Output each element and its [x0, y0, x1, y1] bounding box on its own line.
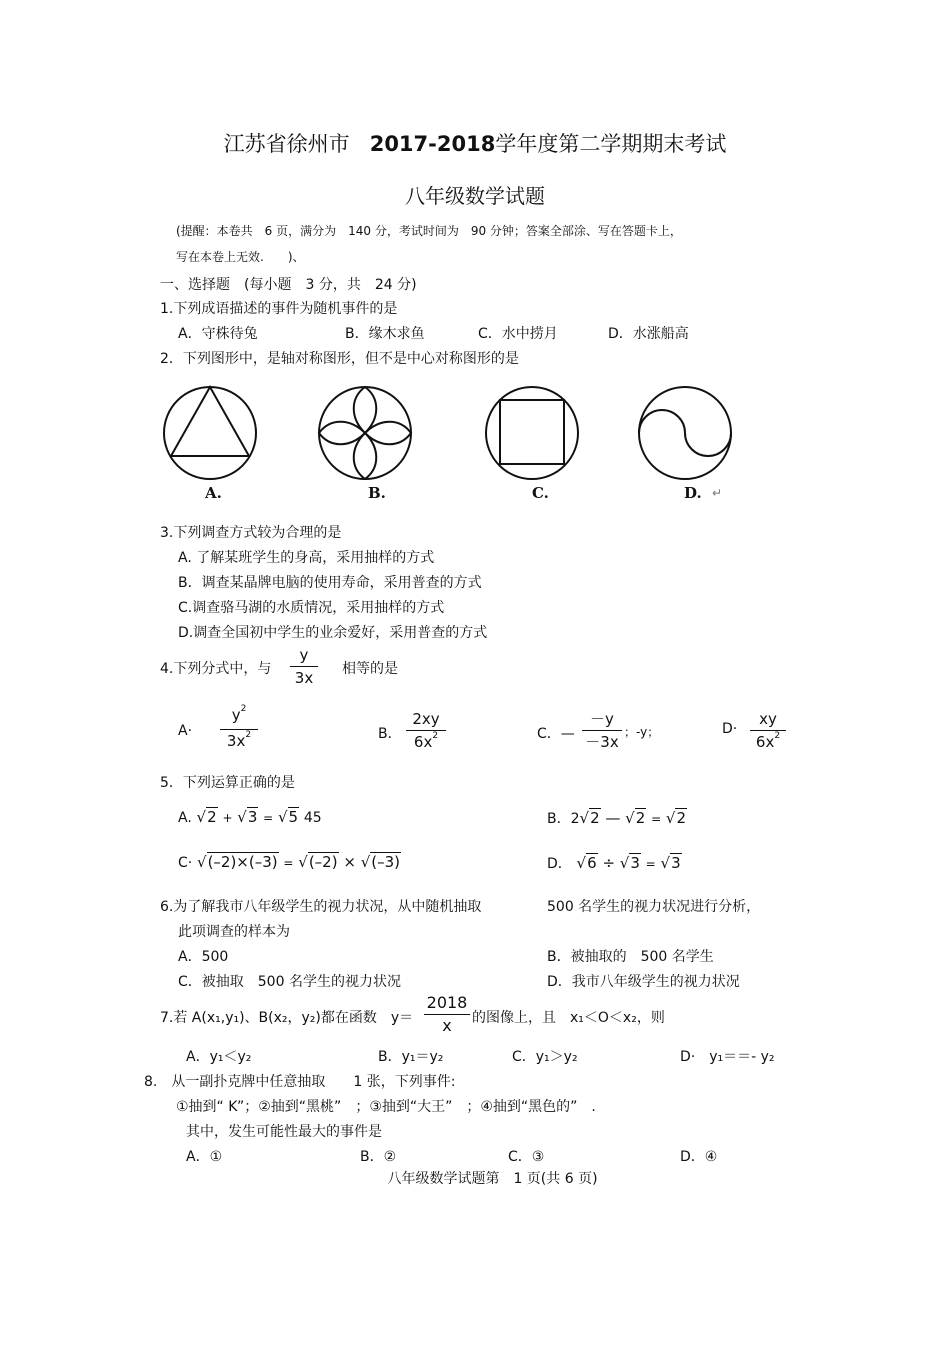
q3-option-c: C.调查骆马湖的水质情况，采用抽样的方式 — [178, 600, 445, 616]
q3-stem: 3.下列调查方式较为合理的是 — [160, 525, 342, 541]
q4-stem-b: 相等的是 — [342, 661, 398, 677]
exam-note-line1: (提醒：本卷共 6 页，满分为 140 分，考试时间为 90 分钟；答案全部涂、写在答题卡上， — [176, 224, 682, 238]
q4-main-fraction — [290, 646, 318, 687]
q1-option-d: D．水涨船高 — [608, 326, 689, 342]
q4-option-c-label: C．— — [537, 726, 575, 742]
q1-stem: 1.下列成语描述的事件为随机事件的是 — [160, 301, 398, 317]
return-mark: ↵ — [712, 486, 723, 500]
q7-frac-denominator: x — [442, 1016, 452, 1035]
q2-label-d: D. — [684, 484, 702, 502]
exam-note-line2: 写在本卷上无效. )、 — [176, 250, 305, 264]
q5-d-label: D． — [547, 856, 572, 872]
q5-b-minus: — — [605, 809, 621, 827]
q6-option-a: A．500 — [178, 949, 229, 965]
exam-title — [0, 128, 950, 158]
q5-option-c: C· √(–2)×(–3) = √(–2) × √(–3) — [178, 853, 400, 871]
q2-figures — [150, 378, 770, 508]
q7-option-b: B．y₁＝y₂ — [378, 1049, 444, 1065]
q4-b-den-exp: 2 — [432, 731, 439, 741]
q4-b-den: 6x — [413, 733, 433, 751]
figure-c-circle-square — [486, 387, 578, 479]
q6-option-d: D．我市八年级学生的视力状况 — [547, 974, 740, 990]
q5-c-root2: (–2) — [308, 853, 338, 871]
q4-a-num-exp: 2 — [240, 704, 247, 714]
q2-label-c: C. — [532, 484, 549, 502]
q5-d-eq: = — [645, 857, 656, 871]
q7-fraction — [424, 994, 470, 1035]
q3-option-d: D.调查全国初中学生的业余爱好，采用普查的方式 — [178, 625, 488, 641]
q1-option-a: A．守株待兔 — [178, 326, 258, 342]
q5-a-tail: 45 — [303, 810, 322, 826]
q5-c-root3: (–3) — [371, 853, 400, 871]
section-heading: 一、选择题 (每小题 3 分，共 24 分) — [160, 277, 417, 293]
q6-stem-b: 500 名学生的视力状况进行分析， — [547, 899, 761, 915]
q7-stem-a: 7.若 A(x₁,y₁)、B(x₂，y₂)都在函数 y＝ — [160, 1010, 414, 1026]
q5-a-label: A. — [178, 810, 192, 826]
q4-a-num: y — [231, 706, 241, 724]
figure-d-circle-s-curve — [639, 387, 731, 479]
q5-option-a: A. √2 + √3 = √5 45 — [178, 808, 322, 826]
q4-option-d-fraction — [750, 710, 786, 754]
q5-c-times: × — [343, 853, 356, 871]
q7-stem-b: 的图像上，且 x₁＜O＜x₂，则 — [472, 1010, 665, 1026]
q7-option-c: C．y₁＞y₂ — [512, 1049, 578, 1065]
figure-b-circle-petals — [319, 387, 411, 479]
q5-b-root2: 2 — [635, 809, 646, 827]
q5-c-eq: = — [283, 856, 294, 870]
q5-d-root3: 3 — [671, 854, 681, 872]
q8-option-a: A．① — [186, 1149, 223, 1165]
q7-frac-numerator: 2018 — [426, 993, 468, 1012]
q6-option-c: C．被抽取 500 名学生的视力状况 — [178, 974, 401, 990]
q4-frac-numerator: y — [299, 646, 309, 664]
q5-d-divide: ÷ — [602, 854, 616, 872]
q4-d-den: 6x — [755, 733, 775, 751]
q5-stem: 5．下列运算正确的是 — [160, 775, 295, 791]
q4-option-c-fraction — [582, 710, 622, 751]
q5-d-root2: 3 — [630, 854, 640, 872]
title-year: 2017-2018 — [369, 132, 496, 156]
q5-a-plus: + — [222, 811, 233, 825]
q8-stem: 8. 从一副扑克牌中任意抽取 1 张，下列事件: — [144, 1074, 456, 1090]
q4-a-den-exp: 2 — [245, 730, 252, 740]
q3-option-b: B．调查某晶牌电脑的使用寿命，采用普查的方式 — [178, 575, 482, 591]
q5-b-label: B．2 — [547, 811, 580, 827]
q8-option-d: D．④ — [680, 1149, 718, 1165]
q6-option-b: B．被抽取的 500 名学生 — [547, 949, 714, 965]
q3-option-a: A. 了解某班学生的身高，采用抽样的方式 — [178, 550, 435, 566]
q4-option-a-label: A· — [178, 723, 193, 739]
q8-option-c: C．③ — [508, 1149, 545, 1165]
q1-option-b: B．缘木求鱼 — [345, 326, 425, 342]
q5-b-root3: 2 — [676, 809, 686, 827]
q4-d-num: xy — [759, 710, 777, 728]
q5-b-root1: 2 — [590, 809, 600, 827]
q1-option-c: C．水中捞月 — [478, 326, 558, 342]
exam-subtitle: 八年级数学试题 — [405, 184, 545, 208]
q7-option-a: A．y₁＜y₂ — [186, 1049, 252, 1065]
q4-option-b-fraction — [406, 710, 446, 754]
q4-option-c-tail: ；-y； — [624, 725, 660, 739]
page-footer: 八年级数学试题第 1 页(共 6 页) — [387, 1171, 598, 1187]
q4-b-num: 2xy — [412, 710, 440, 728]
q5-d-root1: 6 — [587, 854, 597, 872]
q5-option-b: B．2√2 — √2 = √2 — [547, 809, 686, 827]
q5-a-root2: 3 — [247, 808, 258, 826]
q2-label-b: B. — [368, 484, 386, 502]
q5-option-d: D． √6 ÷ √3 = √3 — [547, 854, 681, 872]
q4-c-den: －3x — [585, 733, 619, 751]
q4-d-den-exp: 2 — [774, 731, 781, 741]
q7-option-d: D· y₁＝＝- y₂ — [680, 1049, 775, 1065]
q2-stem: 2．下列图形中，是轴对称图形，但不是中心对称图形的是 — [160, 351, 519, 367]
q8-events: ①抽到“ K”；②抽到“黑桃” ；③抽到“大王” ；④抽到“黑色的” . — [176, 1099, 596, 1115]
title-term: 学年度第二学期期末考试 — [495, 132, 727, 156]
q6-stem-c: 此项调查的样本为 — [178, 924, 290, 940]
q5-a-eq: = — [263, 811, 274, 825]
q8-option-b: B．② — [360, 1149, 397, 1165]
q4-frac-denominator: 3x — [294, 669, 314, 687]
q4-option-a-fraction — [220, 706, 258, 753]
q4-option-b-label: B． — [378, 726, 402, 742]
q4-a-den: 3x — [226, 732, 246, 750]
q5-c-root1: (–2)×(–3) — [207, 853, 278, 871]
q5-a-root1: 2 — [207, 808, 217, 826]
title-region: 江苏省徐州市 — [223, 132, 350, 156]
q5-a-root3: 5 — [288, 808, 299, 826]
q6-stem-a: 6.为了解我市八年级学生的视力状况，从中随机抽取 — [160, 899, 482, 915]
q4-stem-a: 4.下列分式中，与 — [160, 661, 272, 677]
q5-c-label: C· — [178, 855, 193, 871]
q8-ask: 其中，发生可能性最大的事件是 — [186, 1124, 382, 1140]
figure-a-circle-triangle — [164, 387, 256, 479]
q4-option-d-label: D· — [722, 721, 738, 737]
q2-label-a: A. — [205, 484, 222, 502]
q4-c-num: －y — [590, 710, 614, 728]
q5-b-eq: = — [651, 812, 662, 826]
